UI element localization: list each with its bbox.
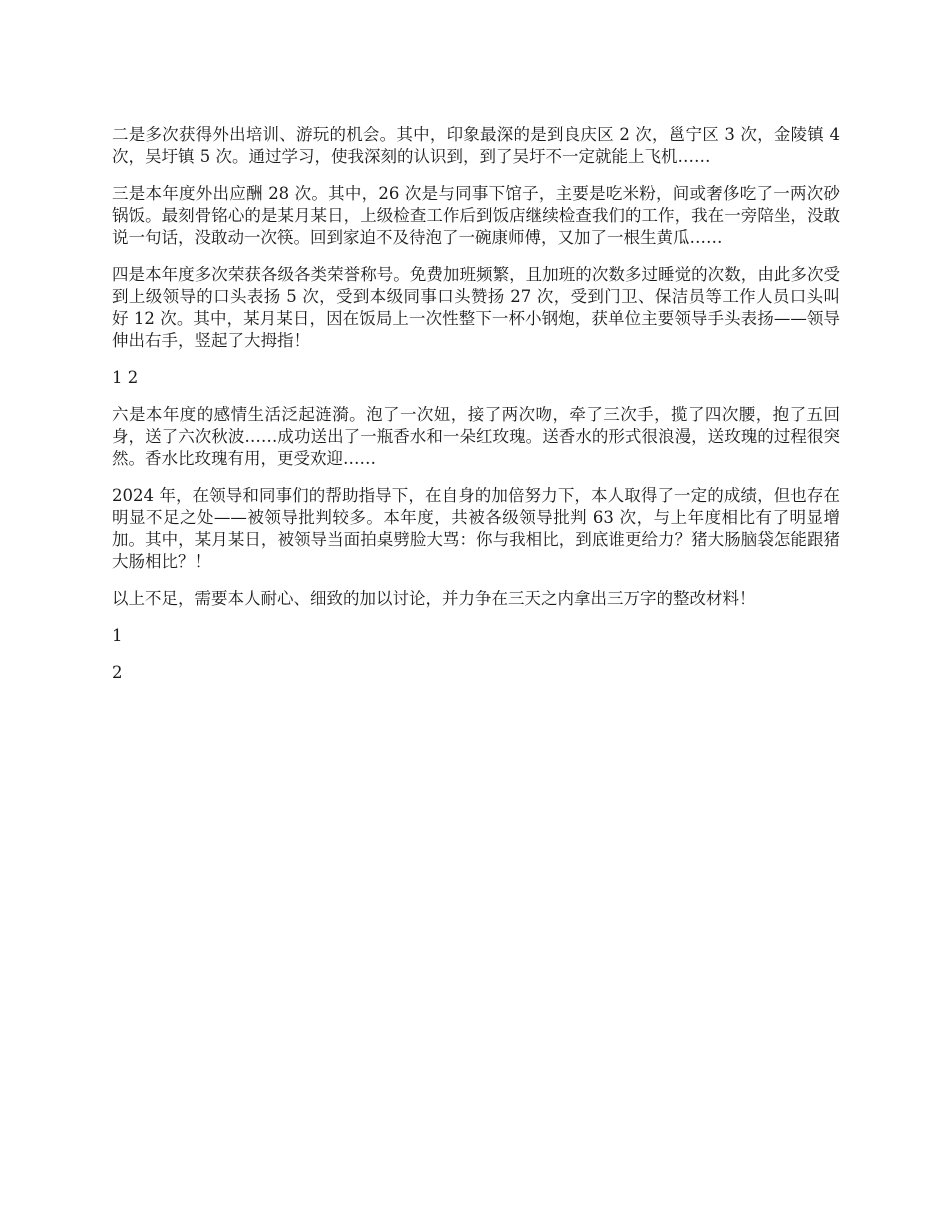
page-number-1: 1 — [112, 626, 123, 645]
paragraph-honors: 四是本年度多次荣获各级各类荣誉称号。免费加班频繁，且加班的次数多过睡觉的次数，由此多次受到上级领导的口头表扬 5 次，受到本级同事口头赞扬 27 次，受到门卫、保洁员等工作人员口头叫好 12 次。其中，某月某日，因在饭局上一次性整下一杯小钢炮，获单位主要领导手头表扬——领导伸出右手，竖起了大拇指！ — [112, 265, 840, 350]
paragraph-shortcomings: 2024 年，在领导和同事们的帮助指导下，在自身的加倍努力下，本人取得了一定的成绩，但也存在明显不足之处——被领导批判较多。本年度，共被各级领导批判 63 次，与上年度相比有了明显增加。其中，某月某日，被领导当面拍桌劈脸大骂：你与我相比，到底谁更给力？猪大肠脑袋怎能跟猪大肠相比？！ — [112, 486, 840, 571]
page-number-2: 2 — [112, 663, 123, 682]
page-number-marker: 1 2 — [112, 368, 139, 387]
paragraph-dining-out: 三是本年度外出应酬 28 次。其中，26 次是与同事下馆子，主要是吃米粉，间或奢侈吃了一两次砂锅饭。最刻骨铭心的是某月某日，上级检查工作后到饭店继续检查我们的工作，我在一旁陪坐，没敢说一句话，没敢动一次筷。回到家迫不及待泡了一碗康师傅，又加了一根生黄瓜…… — [112, 184, 840, 247]
paragraph-training-trips: 二是多次获得外出培训、游玩的机会。其中，印象最深的是到良庆区 2 次，邕宁区 3 次，金陵镇 4 次，吴圩镇 5 次。通过学习，使我深刻的认识到，到了吴圩不一定就能上飞机…… — [112, 125, 840, 166]
paragraph-conclusion: 以上不足，需要本人耐心、细致的加以讨论，并力争在三天之内拿出三万字的整改材料！ — [112, 589, 756, 608]
paragraph-personal-life: 六是本年度的感情生活泛起涟漪。泡了一次妞，接了两次吻，牵了三次手，揽了四次腰，抱了五回身，送了六次秋波……成功送出了一瓶香水和一朵红玫瑰。送香水的形式很浪漫，送玫瑰的过程很突然。香水比玫瑰有用，更受欢迎…… — [112, 405, 840, 468]
document-body — [112, 124, 840, 699]
